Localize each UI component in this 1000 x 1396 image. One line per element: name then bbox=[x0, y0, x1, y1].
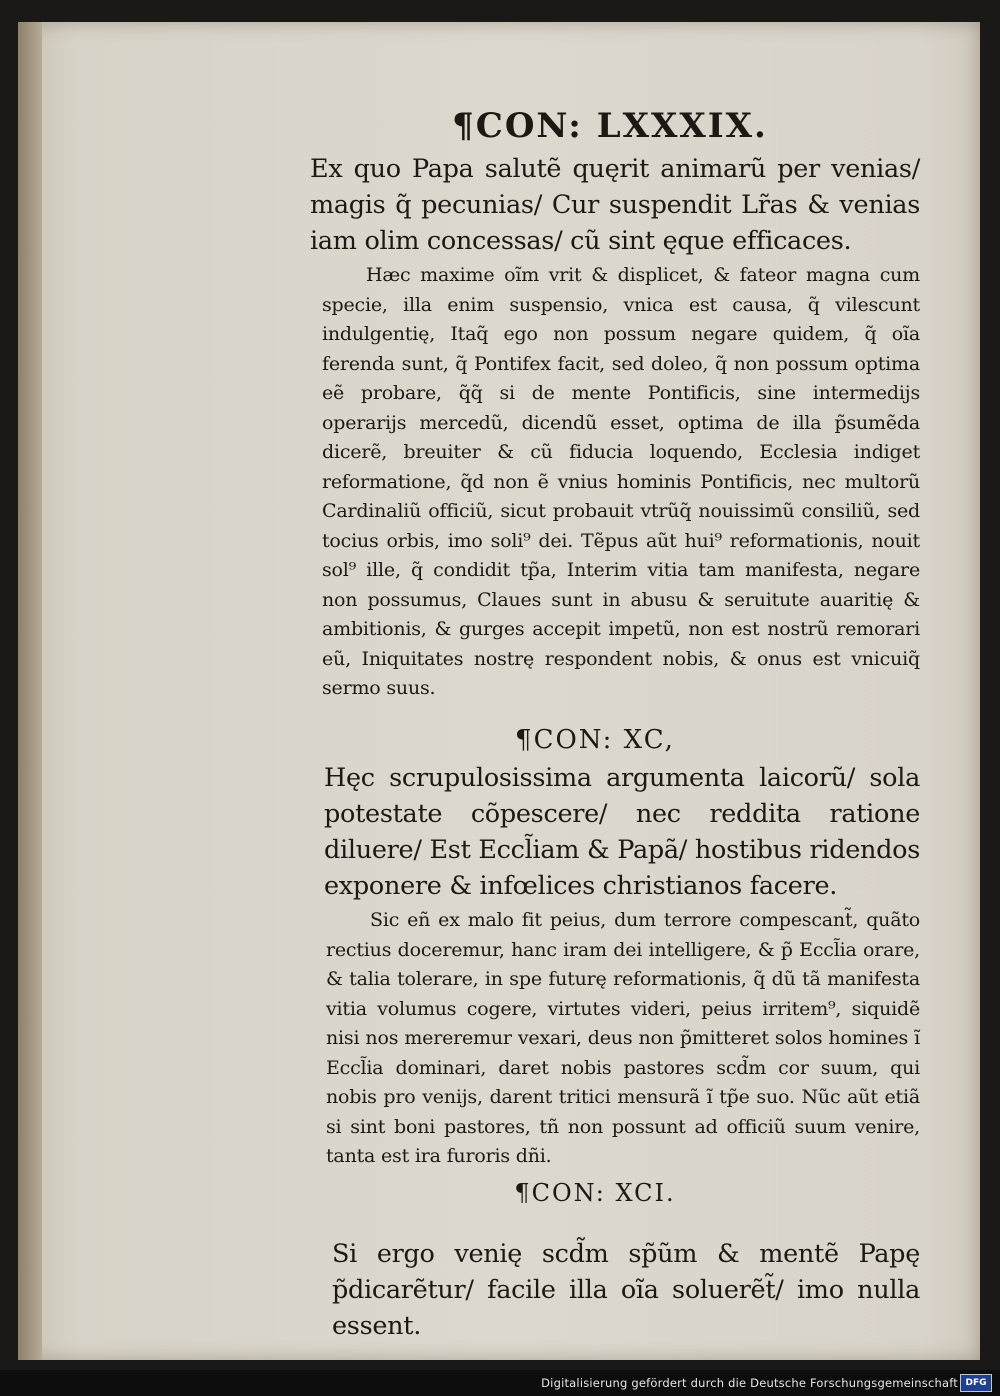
conclusion-heading: ¶CON: LXXXIX. bbox=[452, 106, 768, 146]
conclusion-heading: ¶CON: XC, bbox=[515, 724, 675, 755]
page-text bbox=[310, 108, 920, 1344]
conclusion-thesis: Si ergo venię scd̃m sp̃ũm & mentẽ Papę p̃dicarẽtur/ facile illa oĩa soluerẽt̃/ imo nulla essent. bbox=[332, 1239, 920, 1342]
page-binding-edge bbox=[18, 22, 42, 1360]
conclusion-body: Sic eñ ex malo fit peius, dum terrore compescant̃, quãto rectius doceremur, hanc iram dei intelligere, & p̃ Eccl̃ia orare, & talia tolerare, in spe futurę reformationis, q̃ dũ tã manifesta vitia volumus cogere, virtutes videri, peius irritem⁹, siquidẽ nisi nos mereremur vexari, deus non p̃mitteret solos homines ĩ Eccl̃ia dominari, daret nobis pastores scd̃m cor suum, qui nobis pro venijs, darent tritici mensurã ĩ tp̃e suo. Nũc aũt etiã si sint boni pastores, tñ non possunt ad officiũ suum venire, tanta est ira furoris dñi. bbox=[326, 909, 920, 1168]
conclusion-heading: ¶CON: XCI. bbox=[514, 1178, 676, 1207]
dfg-logo: DFG bbox=[960, 1374, 992, 1392]
conclusion-thesis: Ex quo Papa salutẽ quęrit animarũ per venias/ magis q̃ pecunias/ Cur suspendit Lr̃as & venias iam olim concessas/ cũ sint ęque efficaces. bbox=[310, 154, 920, 257]
conclusion-body: Hæc maxime oĩm vrit & displicet, & fateor magna cum specie, illa enim suspensio, vnica est causa, q̃ vilescunt indulgentię, Itaq̃ ego non possum negare quidem, q̃ oĩa ferenda sunt, q̃ Pontifex facit, sed doleo, q̃ non possum optima eẽ probare, q̃q̃ si de mente Pontificis, sine intermedijs operarijs mercedũ, dicendũ esset, optima de illa p̃sumẽda dicerẽ, breuiter & cũ fiducia loquendo, Ecclesia indiget reformatione, q̃d non ẽ vnius hominis Pontificis, nec multorũ Cardinaliũ officiũ, sicut probauit vtrũq̃ nouissimũ consiliũ, sed tocius orbis, imo soli⁹ dei. Tẽpus aũt hui⁹ reformationis, nouit sol⁹ ille, q̃ condidit tp̃a, Interim vitia tam manifesta, negare non possumus, Claues sunt in abusu & seruitute auaritię & ambitionis, & gurges accepit impetũ, non est nostrũ remorari eũ, Iniquitates nostrę respondent nobis, & onus est vnicuiq̃ sermo suus. bbox=[322, 264, 920, 700]
funding-credit: Digitalisierung gefördert durch die Deutsche Forschungsgemeinschaft bbox=[541, 1376, 958, 1390]
conclusion-thesis: Hęc scrupulosissima argumenta laicorũ/ sola potestate cõpescere/ nec reddita ratione diluere/ Est Eccl̃iam & Papã/ hostibus ridendos exponere & infœlices christianos facere. bbox=[324, 763, 920, 902]
